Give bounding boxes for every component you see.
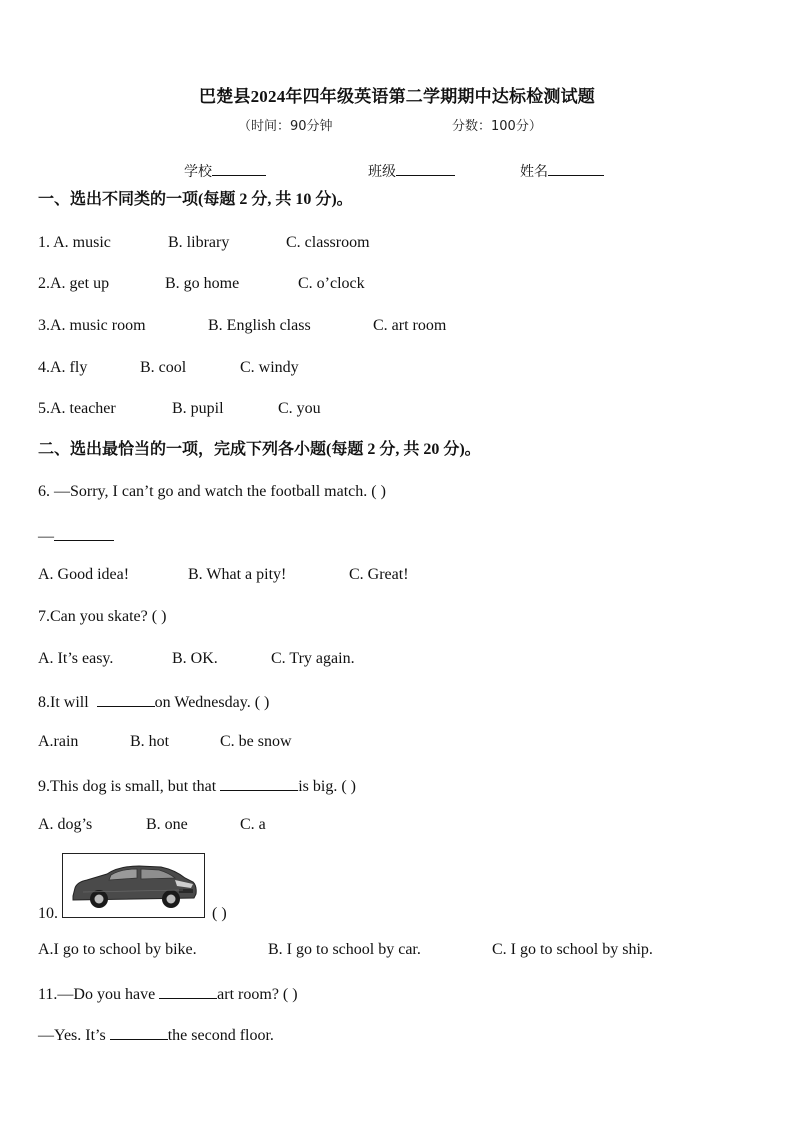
q11-stem-post: art room? ( ) bbox=[217, 986, 298, 1003]
q8-stem-pre: 8.It will bbox=[38, 694, 93, 711]
q9-stem-post: is big. ( ) bbox=[298, 778, 356, 795]
q6-blank bbox=[54, 526, 114, 541]
q1-option-a: 1. A. music bbox=[38, 234, 111, 251]
q9-option-a: A. dog’s bbox=[38, 816, 93, 833]
exam-time: （时间：90分钟 bbox=[238, 119, 333, 134]
q4-option-c: C. windy bbox=[240, 359, 299, 376]
q4-option-b: B. cool bbox=[140, 359, 187, 376]
school-field bbox=[184, 161, 266, 179]
q8-blank bbox=[97, 692, 155, 707]
q10-option-a: A.I go to school by bike. bbox=[38, 941, 197, 958]
q5-option-c: C. you bbox=[278, 400, 321, 417]
q8-stem-post: on Wednesday. ( ) bbox=[154, 694, 270, 711]
class-field bbox=[368, 161, 455, 179]
q10-number: 10. bbox=[38, 905, 58, 922]
car-icon bbox=[63, 854, 204, 917]
q2-option-b: B. go home bbox=[165, 275, 240, 292]
name-field bbox=[520, 161, 604, 179]
q3-option-b: B. English class bbox=[208, 317, 311, 334]
section1-heading: 一、选出不同类的一项(每题 2 分, 共 10 分)。 bbox=[38, 191, 353, 208]
q8-option-b: B. hot bbox=[130, 733, 170, 750]
class-label: 班级 bbox=[368, 164, 396, 180]
q9-stem bbox=[38, 776, 356, 795]
name-label: 姓名 bbox=[520, 164, 548, 180]
q11-stem bbox=[38, 984, 298, 1003]
q1-option-b: B. library bbox=[168, 234, 230, 251]
q9-option-b: B. one bbox=[146, 816, 188, 833]
q5-option-a: 5.A. teacher bbox=[38, 400, 116, 417]
q3-option-a: 3.A. music room bbox=[38, 317, 146, 334]
q10-option-b: B. I go to school by car. bbox=[268, 941, 421, 958]
q11-reply-pre: —Yes. It’s bbox=[38, 1027, 110, 1044]
q5-option-b: B. pupil bbox=[172, 400, 224, 417]
q4-option-a: 4.A. fly bbox=[38, 359, 88, 376]
q10-paren: ( ) bbox=[212, 905, 227, 922]
q11-stem-pre: 11.—Do you have bbox=[38, 986, 160, 1003]
school-label: 学校 bbox=[184, 164, 212, 180]
page-title: 巴楚县2024年四年级英语第二学期期中达标检测试题 bbox=[199, 87, 595, 106]
q6-reply bbox=[38, 526, 114, 545]
school-blank bbox=[212, 161, 266, 176]
q7-option-b: B. OK. bbox=[172, 650, 218, 667]
q9-option-c: C. a bbox=[240, 816, 266, 833]
exam-score: 分数：100分） bbox=[452, 119, 542, 134]
q11-blank-1 bbox=[159, 984, 217, 999]
q8-stem bbox=[38, 692, 269, 711]
q11-reply bbox=[38, 1025, 274, 1044]
q6-option-b: B. What a pity! bbox=[188, 566, 287, 583]
q7-stem: 7.Can you skate? ( ) bbox=[38, 608, 167, 625]
q11-reply-post: the second floor. bbox=[167, 1027, 274, 1044]
q6-option-c: C. Great! bbox=[349, 566, 409, 583]
q7-option-a: A. It’s easy. bbox=[38, 650, 114, 667]
q6-reply-dash: — bbox=[38, 528, 54, 545]
q11-blank-2 bbox=[110, 1025, 168, 1040]
name-blank bbox=[548, 161, 604, 176]
q6-stem: 6. —Sorry, I can’t go and watch the football match. ( ) bbox=[38, 483, 386, 500]
q10-option-c: C. I go to school by ship. bbox=[492, 941, 653, 958]
q2-option-c: C. o’clock bbox=[298, 275, 365, 292]
car-image bbox=[62, 853, 205, 918]
q6-option-a: A. Good idea! bbox=[38, 566, 130, 583]
section2-heading: 二、选出最恰当的一项，完成下列各小题(每题 2 分, 共 20 分)。 bbox=[38, 441, 481, 458]
q9-blank bbox=[220, 776, 298, 791]
q3-option-c: C. art room bbox=[373, 317, 447, 334]
q1-option-c: C. classroom bbox=[286, 234, 370, 251]
q8-option-a: A.rain bbox=[38, 733, 79, 750]
q7-option-c: C. Try again. bbox=[271, 650, 355, 667]
q9-stem-pre: 9.This dog is small, but that bbox=[38, 778, 221, 795]
q2-option-a: 2.A. get up bbox=[38, 275, 110, 292]
q8-option-c: C. be snow bbox=[220, 733, 292, 750]
class-blank bbox=[396, 161, 455, 176]
